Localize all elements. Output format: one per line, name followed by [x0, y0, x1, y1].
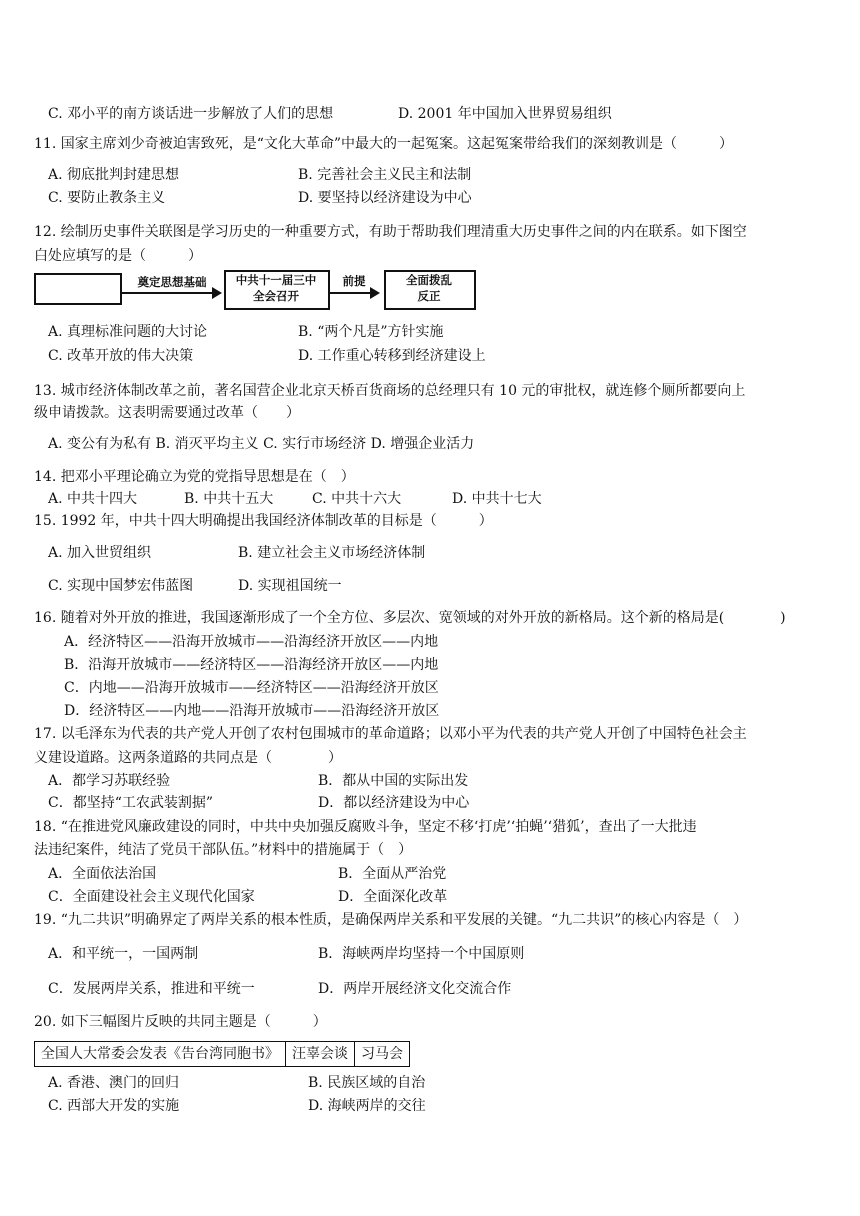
q15-stem: 15. 1992 年，中共十四大明确提出我国经济体制改革的目标是（ ）: [34, 513, 493, 529]
q14-option-d: D. 中共十七大: [452, 491, 542, 507]
flow-label-2: 前提: [342, 274, 366, 288]
q20-option-b: B. 民族区域的自治: [308, 1075, 426, 1091]
q11-option-d: D. 要坚持以经济建设为中心: [298, 190, 472, 206]
q11-option-c: C. 要防止教条主义: [48, 190, 166, 206]
q17-option-a: A．都学习苏联经验: [48, 773, 171, 789]
q18-option-c: C．全面建设社会主义现代化国家: [48, 889, 255, 905]
flow-arrow-1-head: [212, 287, 222, 299]
q14-option-c: C. 中共十六大: [312, 491, 402, 507]
q16-option-a: A．经济特区——沿海开放城市——沿海经济开放区——内地: [64, 634, 439, 650]
q18-stem-line2: 法违纪案件，纯洁了党员干部队伍。”材料中的措施属于（ ）: [34, 842, 413, 858]
flow-label-1: 奠定思想基础: [137, 275, 207, 289]
q19-option-b: B．海峡两岸均坚持一个中国原则: [318, 946, 525, 962]
q19-option-a: A．和平统一，一国两制: [48, 946, 199, 962]
q20-cell-3: 习马会: [355, 1042, 410, 1067]
q17-option-c: C．都坚持“工农武装割据”: [48, 795, 214, 811]
q15-option-d: D. 实现祖国统一: [238, 578, 342, 594]
q12-stem-line2: 白处应填写的是（ ）: [34, 248, 202, 264]
q17-stem-line2: 义建设道路。这两条道路的共同点是（ ）: [34, 750, 342, 766]
q11-option-a: A. 彻底批判封建思想: [48, 167, 180, 183]
q20-option-c: C. 西部大开发的实施: [48, 1098, 180, 1114]
q12-option-b: B. “两个凡是”方针实施: [298, 324, 444, 340]
q18-option-a: A．全面依法治国: [48, 866, 157, 882]
q19-option-c: C．发展两岸关系，推进和平统一: [48, 981, 255, 997]
q11-stem: 11. 国家主席刘少奇被迫害致死，是“文化大革命”中最大的一起冤案。这起冤案带给我们的深刻教训是（ ）: [34, 136, 734, 152]
q17-option-d: D．都以经济建设为中心: [318, 795, 470, 811]
q12-stem-line1: 12. 绘制历史事件关联图是学习历史的一种重要方式，有助于帮助我们理清重大历史事件之间的内在联系。如下图空: [34, 224, 747, 240]
flow-arrow-2-head: [370, 287, 380, 299]
q13-options: A. 变公有为私有 B. 消灭平均主义 C. 实行市场经济 D. 增强企业活力: [48, 436, 475, 452]
q19-option-d: D．两岸开展经济文化交流合作: [318, 981, 512, 997]
flow-blank-box: [34, 273, 122, 305]
q20-cell-2: 汪辜会谈: [286, 1042, 355, 1067]
q17-stem-line1: 17. 以毛泽东为代表的共产党人开创了农村包围城市的革命道路；以邓小平为代表的共产党人开创了中国特色社会主: [34, 726, 747, 742]
q10-option-d: D. 2001 年中国加入世界贸易组织: [398, 106, 612, 122]
q11-option-b: B. 完善社会主义民主和法制: [298, 167, 472, 183]
q16-option-d: D．经济特区——内地——沿海开放城市——沿海经济开放区: [64, 703, 440, 719]
q16-option-c: C．内地——沿海开放城市——经济特区——沿海经济开放区: [64, 680, 439, 696]
flow-box-plenum-line2: 全会召开: [253, 289, 299, 303]
q14-option-a: A. 中共十四大: [48, 491, 138, 507]
flow-box-plenum-line1: 中共十一届三中: [235, 273, 317, 287]
q13-stem-line1: 13. 城市经济体制改革之前，著名国营企业北京天桥百货商场的总经理只有 10 元的审批权，就连修个厕所都要向上: [34, 383, 746, 399]
q12-option-d: D. 工作重心转移到经济建设上: [298, 348, 486, 364]
flow-box-rectify-line2: 反正: [417, 289, 441, 303]
q14-option-b: B. 中共十五大: [184, 491, 274, 507]
q18-option-d: D．全面深化改革: [338, 889, 448, 905]
q15-option-c: C. 实现中国梦宏伟蓝图: [48, 578, 194, 594]
flow-box-rectify-line1: 全面拨乱: [406, 273, 452, 287]
q20-option-a: A. 香港、澳门的回归: [48, 1075, 180, 1091]
q17-option-b: B．都从中国的实际出发: [318, 773, 469, 789]
q14-stem: 14. 把邓小平理论确立为党的党指导思想是在（ ）: [34, 469, 355, 485]
q20-cell-1: 全国人大常委会发表《告台湾同胞书》: [35, 1042, 286, 1067]
q12-option-a: A. 真理标准问题的大讨论: [48, 324, 208, 340]
q15-option-a: A. 加入世贸组织: [48, 545, 152, 561]
q16-stem: 16. 随着对外开放的推进，我国逐渐形成了一个全方位、多层次、宽领域的对外开放的新格局。这个新的格局是( ): [34, 610, 786, 626]
q13-stem-line2: 级申请拨款。这表明需要通过改革（ ）: [34, 405, 300, 421]
q18-stem-line1: 18. “在推进党风廉政建设的同时，中共中央加强反腐败斗争，坚定不移‘打虎’‘拍蝇’‘猎狐’，查出了一大批违: [34, 819, 697, 835]
flow-arrow-2-line: [330, 292, 370, 294]
q20-picture-table: [34, 1041, 410, 1067]
q16-option-b: B．沿海开放城市——经济特区——沿海经济开放区——内地: [64, 657, 439, 673]
q20-stem: 20. 如下三幅图片反映的共同主题是（ ）: [34, 1014, 327, 1030]
q10-option-c: C. 邓小平的南方谈话进一步解放了人们的思想: [48, 106, 334, 122]
q18-option-b: B．全面从严治党: [338, 866, 447, 882]
q12-option-c: C. 改革开放的伟大决策: [48, 348, 194, 364]
flow-arrow-1-line: [120, 292, 212, 294]
q20-option-d: D. 海峡两岸的交往: [308, 1098, 426, 1114]
q19-stem: 19. “九二共识”明确界定了两岸关系的根本性质，是确保两岸关系和平发展的关键。“九二共识”的核心内容是（ ）: [34, 912, 748, 928]
q15-option-b: B. 建立社会主义市场经济体制: [238, 545, 426, 561]
